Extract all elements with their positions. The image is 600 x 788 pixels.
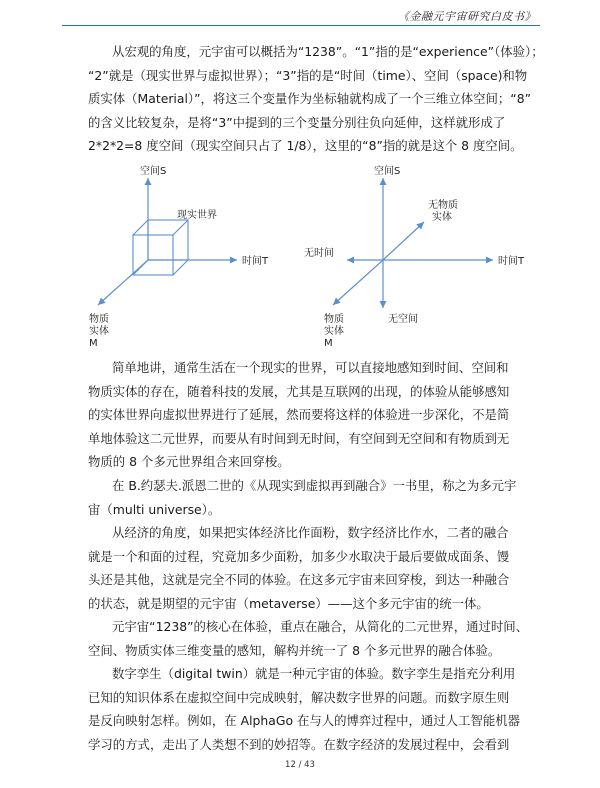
text-line: 在 B.约瑟夫.派恩二世的《从现实到虚拟再到融合》一书里，称之为多元宇 [112, 478, 517, 493]
matter-label-1: 物质 [89, 314, 109, 325]
diagram-real-world-svg [85, 160, 285, 350]
paragraph-economy [88, 521, 522, 615]
text-line: 是反向映射怎样。例如，在 AlphaGo 在与人的博弈过程中，通过人工智能机器 [88, 713, 521, 728]
time-label: 时间T [498, 256, 525, 267]
text-line: 学习的方式，走出了人类想不到的妙招等。在数字经济的发展过程中，会看到 [88, 736, 510, 752]
immaterial-axis [383, 222, 424, 260]
page-number: 12 / 43 [285, 760, 315, 770]
header-title: 《金融元宇宙研究白皮书》 [398, 10, 536, 23]
text-line: 的实体世界向虚拟世界进行了延展，然而要将这样的体验进一步深化，不是简 [88, 407, 510, 422]
matter-label-3: M [89, 338, 98, 349]
real-world-label: 现实世界 [177, 210, 217, 221]
text-line: 物质的 8 个多元世界组合来回穿梭。 [88, 454, 290, 469]
paragraph-simple [88, 356, 522, 474]
paragraph-multiverse [88, 474, 522, 521]
time-label: 时间T [242, 256, 269, 267]
text-line: 宙（multi universe）。 [88, 501, 221, 517]
text-line: 2*2*2=8 度空间（现实空间只占了 1/8），这里的“8”指的就是这个 8 度空间。 [88, 138, 523, 153]
paragraph-digital-twin [88, 662, 522, 756]
text-line: 数字孪生（digital twin）就是一种元宇宙的体验。数字孪生是指充分利用 [112, 666, 516, 681]
matter-label-2: 实体 [324, 326, 344, 337]
header-rule [62, 25, 540, 26]
text-line: 从宏观的角度，元宇宙可以概括为“1238”。“1”指的是“experience”（体验）； [112, 44, 544, 59]
text-line: 单地体验这二元世界，而要从有时间到无时间，有空间到无空间和有物质到无 [88, 430, 510, 446]
text-line: 已知的知识体系在虚拟空间中完成映射，解决数字世界的问题。而数字原生则 [88, 689, 510, 705]
text-line: 头还是其他，这就是完全不同的体验。在这多元宇宙来回穿梭，到达一种融合 [88, 572, 510, 587]
text-line: 就是一个和面的过程，究竟加多少面粉，加多少水取决于最后要做成面条、馒 [88, 548, 510, 564]
immaterial-label-2: 实体 [432, 212, 452, 223]
diagram-eight-dimension [300, 160, 525, 350]
text-line: 元宇宙“1238”的核心在体验，重点在融合，从简化的二元世界，通过时间、 [112, 619, 529, 634]
text-line: 的含义比较复杂，是将“3”中提到的三个变量分别往负向延伸，这样就形成了 [88, 114, 506, 130]
text-line: 空间、物质实体三维变量的感知，解构并统一了 8 个多元世界的融合体验。 [88, 642, 501, 658]
matter-label-2: 实体 [89, 326, 109, 337]
no-time-label: 无时间 [304, 248, 334, 259]
matter-axis [333, 260, 383, 305]
space-label: 空间S [140, 166, 167, 177]
text-line: “2”就是（现实世界与虚拟世界）；“3”指的是“时间（time）、空间（space)和物 [88, 67, 528, 83]
text-line: 物质实体的存在，随着科技的发展，尤其是互联网的出现，的体验从能够感知 [88, 383, 510, 399]
text-line: 质实体（Material）”，将这三个变量作为坐标轴就构成了一个三维立体空间；“8” [88, 91, 531, 106]
matter-label-1: 物质 [324, 314, 344, 325]
matter-label-3: M [324, 338, 333, 349]
text-line: 简单地讲，通常生活在一个现实的世界，可以直接地感知到时间、空间和 [112, 360, 509, 375]
paragraph-core [88, 615, 529, 662]
paragraph-intro [88, 40, 544, 158]
no-space-label: 无空间 [388, 314, 418, 325]
text-line: 的状态，就是期望的元宇宙（metaverse）——这个多元宇宙的统一体。 [88, 595, 489, 611]
diagram-eight-dimension-svg [300, 160, 525, 350]
real-world-cube [133, 220, 188, 275]
immaterial-label-1: 无物质 [428, 200, 458, 211]
text-line: 从经济的角度，如果把实体经济比作面粉，数字经济比作水，二者的融合 [112, 525, 509, 540]
space-label: 空间S [374, 166, 401, 177]
diagram-real-world [85, 160, 285, 350]
